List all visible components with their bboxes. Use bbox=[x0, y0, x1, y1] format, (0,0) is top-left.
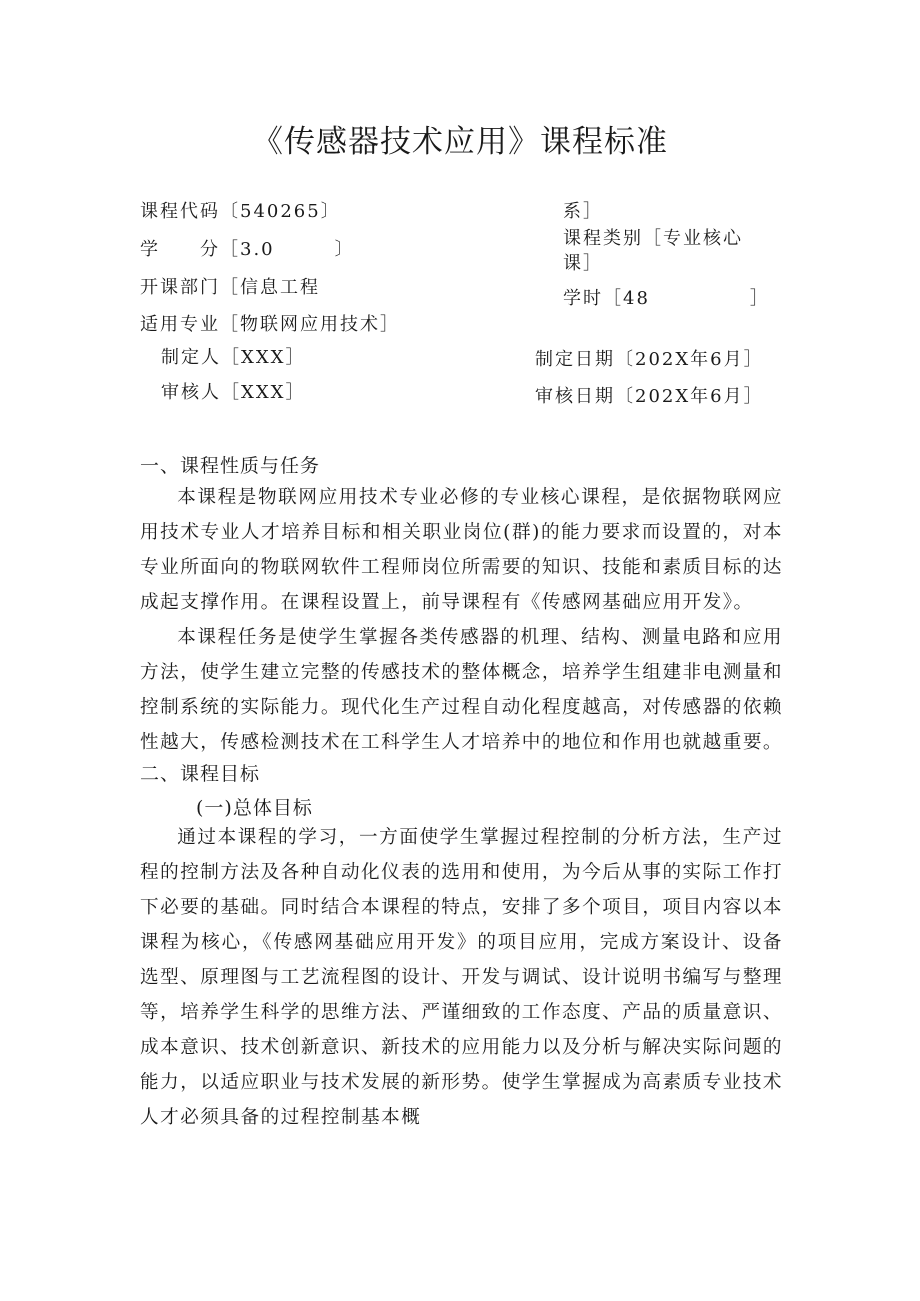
applicable-major: 适用专业［物联网应用技术］ bbox=[140, 314, 400, 335]
course-code: 课程代码〔540265〕 bbox=[140, 201, 341, 222]
section-1-heading: 一、课程性质与任务 bbox=[140, 455, 321, 477]
section-1-paragraph-2: 本课程任务是使学生掌握各类传感器的机理、结构、测量电路和应用方法，使学生建立完整的传感技术的整体概念，培养学生组建非电测量和控制系统的实际能力。现代化生产过程自动化程度越高，对传感器的依赖性越大，传感检测技术在工科学生人才培养中的地位和作用也就越重要。 bbox=[140, 627, 784, 753]
section-2-subheading: (一)总体目标 bbox=[196, 797, 313, 819]
author-date: 制定日期〔202X年6月］ bbox=[535, 349, 764, 370]
course-category: 课程类别［专业核心 bbox=[563, 228, 743, 249]
review-date: 审核日期〔202X年6月］ bbox=[535, 386, 764, 407]
section-2-heading: 二、课程目标 bbox=[140, 763, 261, 785]
section-2-paragraph-1: 通过本课程的学习，一方面使学生掌握过程控制的分析方法，生产过程的控制方法及各种自动化仪表的选用和使用，为今后从事的实际工作打下必要的基础。同时结合本课程的特点，安排了多个项目，项目内容以本课程为核心，《传感网基础应用开发》的项目应用，完成方案设计、设备选型、原理图与工艺流程图的设计、开发与调试、设计说明书编写与整理等，培养学生科学的思维方法、严谨细致的工作态度、产品的质量意识、成本意识、技术创新意识、新技术的应用能力以及分析与解决实际问题的能力，以适应职业与技术发展的新形势。使学生掌握成为高素质专业技术人才必须具备的过程控制基本概 bbox=[140, 827, 784, 1128]
credits: 学 分［3.0 〕 bbox=[140, 239, 355, 260]
course-hours: 学时［48 ］ bbox=[563, 288, 770, 309]
document-title: 《传感器技术应用》课程标准 bbox=[252, 124, 668, 160]
course-category-continued: 课］ bbox=[563, 253, 603, 274]
author: 制定人［XXX］ bbox=[161, 347, 306, 368]
reviewer: 审核人［XXX］ bbox=[161, 382, 306, 403]
department: 开课部门［信息工程 bbox=[140, 277, 320, 298]
section-1-paragraph-1: 本课程是物联网应用技术专业必修的专业核心课程，是依据物联网应用技术专业人才培养目标和相关职业岗位(群)的能力要求而设置的，对本专业所面向的物联网软件工程师岗位所需要的知识、技能和素质目标的达成起支撑作用。在课程设置上，前导课程有《传感网基础应用开发》。 bbox=[140, 487, 784, 613]
department-continued: 系］ bbox=[563, 201, 603, 222]
